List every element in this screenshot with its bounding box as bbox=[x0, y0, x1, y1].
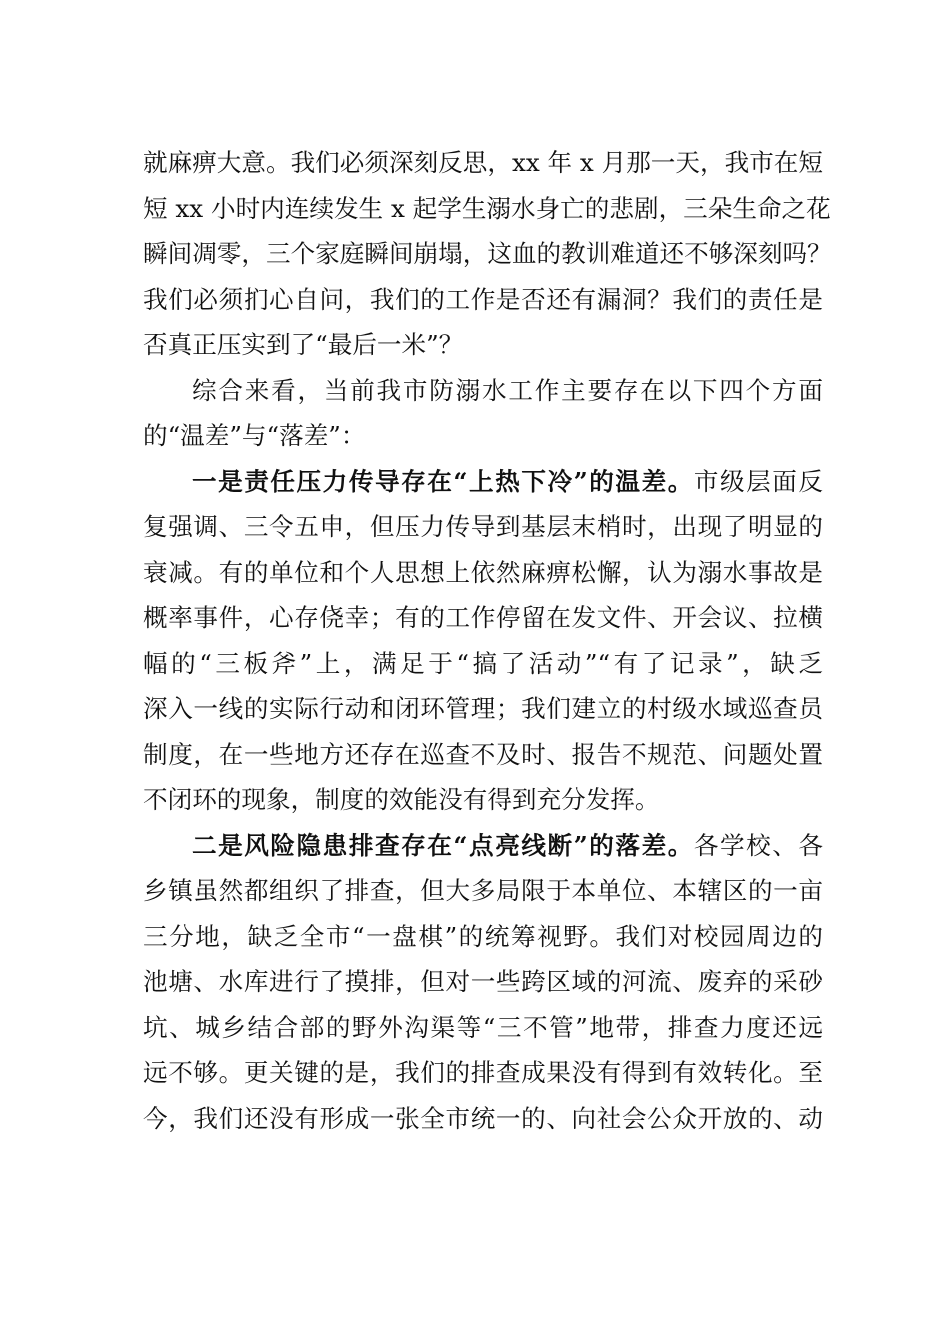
text-line: 就麻痹大意。我们必须深刻反思，xx 年 x 月那一天，我市在短 bbox=[143, 148, 823, 177]
paragraph-lead: 二是风险隐患排查存在“点亮线断”的落差。 bbox=[192, 830, 694, 860]
text-line: 三分地，缺乏全市“一盘棋”的统筹视野。我们对校园周边的 bbox=[143, 921, 823, 951]
text-line: 今，我们还没有形成一张全市统一的、向社会公众开放的、动 bbox=[143, 1103, 823, 1133]
text-line: 坑、城乡结合部的野外沟渠等“三不管”地带，排查力度还远 bbox=[143, 1012, 823, 1042]
text-line: 的“温差”与“落差”： bbox=[143, 421, 366, 450]
text-line: 短 xx 小时内连续发生 x 起学生溺水身亡的悲剧，三朵生命之花 bbox=[143, 193, 831, 223]
text-line bbox=[143, 459, 823, 505]
text-line bbox=[143, 823, 823, 869]
document-body bbox=[143, 140, 832, 1141]
text-line: 不闭环的现象，制度的效能没有得到充分发挥。 bbox=[143, 785, 660, 814]
text-line: 衰减。有的单位和个人思想上依然麻痹松懈，认为溺水事故是 bbox=[143, 557, 823, 587]
text-line: 乡镇虽然都组织了排查，但大多局限于本单位、本辖区的一亩 bbox=[143, 876, 823, 905]
paragraph-lead: 一是责任压力传导存在“上热下冷”的温差。 bbox=[192, 466, 694, 496]
text-line: 深入一线的实际行动和闭环管理；我们建立的村级水域巡查员 bbox=[143, 694, 823, 723]
text-line: 概率事件，心存侥幸；有的工作停留在发文件、开会议、拉横 bbox=[143, 603, 823, 632]
text-line: 制度，在一些地方还存在巡查不及时、报告不规范、问题处置 bbox=[143, 739, 823, 769]
paragraph-text: 市级层面反 bbox=[693, 466, 823, 496]
paragraph-text: 各学校、各 bbox=[693, 830, 823, 860]
text-line: 远不够。更关键的是，我们的排查成果没有得到有效转化。至 bbox=[143, 1058, 823, 1087]
text-line: 瞬间凋零，三个家庭瞬间崩塌，这血的教训难道还不够深刻吗？ bbox=[143, 239, 832, 268]
text-line: 幅的“三板斧”上，满足于“搞了活动”“有了记录”，缺乏 bbox=[143, 648, 823, 678]
text-line: 否真正压实到了“最后一米”？ bbox=[143, 330, 464, 359]
text-line: 综合来看，当前我市防溺水工作主要存在以下四个方面 bbox=[192, 375, 823, 405]
text-line: 复强调、三令五申，但压力传导到基层末梢时，出现了明显的 bbox=[143, 512, 823, 541]
text-line: 我们必须扪心自问，我们的工作是否还有漏洞？我们的责任是 bbox=[143, 284, 823, 314]
text-line: 池塘、水库进行了摸排，但对一些跨区域的河流、废弃的采砂 bbox=[143, 967, 823, 996]
